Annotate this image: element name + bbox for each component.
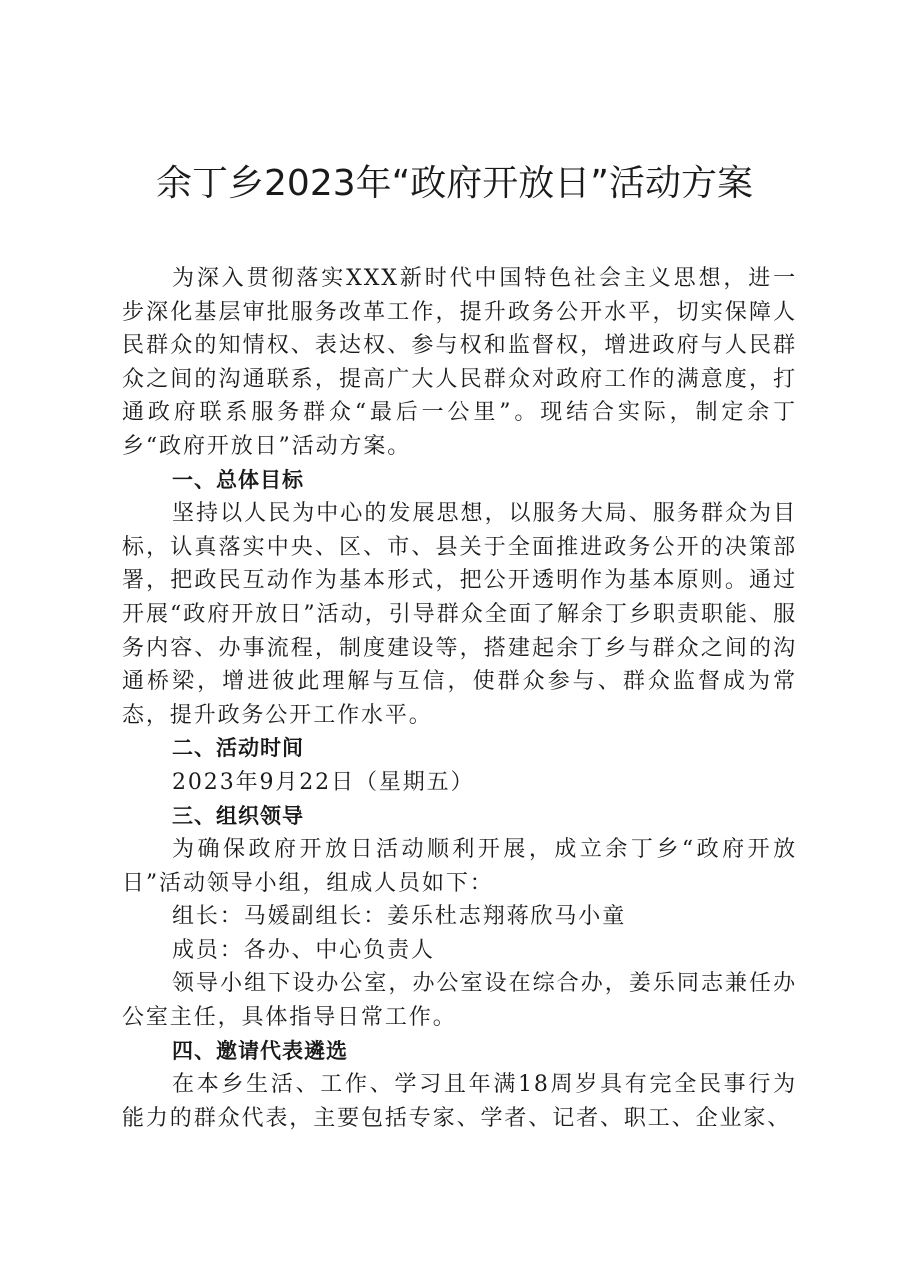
goals-paragraph: 坚持以人民为中心的发展思想，以服务大局、服务群众为目标，认真落实中央、区、市、县关于全面推进政务公开的决策部署，把政民互动作为基本形式，把公开透明作为基本原则。通过开展“政府开放日”活动，引导群众全面了解余丁乡职责职能、服务内容、办事流程，制度建设等，搭建起余丁乡与群众之间的沟通桥梁，增进彼此理解与互信，使群众参与、群众监督成为常态，提升政务公开工作水平。	[122, 501, 797, 728]
section-heading-leadership: 三、组织领导	[172, 803, 304, 828]
section-heading-representatives: 四、邀请代表遴选	[172, 1038, 348, 1063]
intro-paragraph: 为深入贯彻落实XXX新时代中国特色社会主义思想，进一步深化基层审批服务改革工作，提升政务公开水平，切实保障人民群众的知情权、表达权、参与权和监督权，增进政府与人民群众之间的沟通联系，提高广大人民群众对政府工作的满意度，打通政府联系服务群众“最后一公里”。现结合实际，制定余丁乡“政府开放日”活动方案。	[122, 266, 797, 459]
section-heading-goals: 一、总体目标	[172, 467, 304, 492]
document-body	[122, 262, 797, 1135]
time-paragraph: 2023年9月22日（星期五）	[172, 769, 475, 795]
leadership-office: 领导小组下设办公室，办公室设在综合办，姜乐同志兼任办公室主任，具体指导日常工作。	[122, 971, 797, 1031]
document-title: 余丁乡2023年“政府开放日”活动方案	[156, 163, 753, 204]
representatives-paragraph: 在本乡生活、工作、学习且年满18周岁具有完全民事行为能力的群众代表，主要包括专家、学者、记者、职工、企业家、	[122, 1072, 797, 1131]
leadership-members: 成员：各办、中心负责人	[172, 937, 435, 963]
leadership-leaders: 组长：马媛副组长：姜乐杜志翔蒋欣马小童	[172, 904, 627, 930]
leadership-paragraph: 为确保政府开放日活动顺利开展，成立余丁乡“政府开放日”活动领导小组，组成人员如下：	[122, 837, 797, 896]
section-heading-time: 二、活动时间	[172, 736, 304, 761]
